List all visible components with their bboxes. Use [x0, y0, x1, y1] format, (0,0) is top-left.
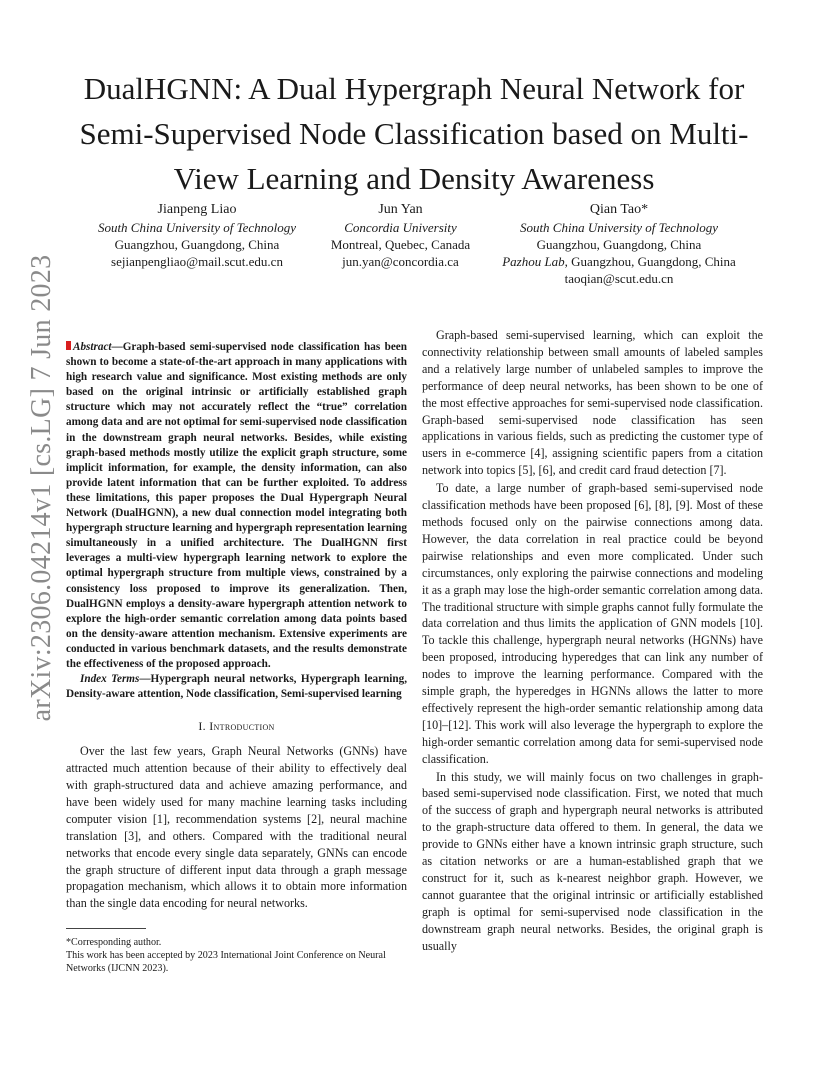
author-affiliation: Concordia University [344, 220, 457, 235]
abstract [66, 340, 407, 672]
right-column [422, 327, 763, 955]
author-location: Montreal, Quebec, Canada [330, 237, 471, 252]
body-paragraph: To date, a large number of graph-based semi-supervised node classification methods have been proposed [6], [8], [9]. Most of these methods focused only on the pairwise connections among data. However, the data correlation in real practice could be beyond pairwise relationships and even more complicated. Under such circumstances, only exploring the pairwise connections and modeling it as a graph may lose the high-order semantic correlation among data. The traditional structure with simple graphs cannot fully formulate the data correlation and thus limits the application of GNN models [10]. To tackle this challenge, hypergraph neural networks (HGNNs) have been proposed, introducing hyperedges that can link any number of nodes to improve the learning performance. Compared with the simple graph, the hyperedges in HGNNs allows the latter to more effectively represent the high-order semantic relationship among data [10]–[12]. This work will also leverage the hypergraph to explore the high-order semantic correlation among data for semi-supervised node classification. [422, 481, 763, 766]
intro-paragraph: Over the last few years, Graph Neural Networks (GNNs) have attracted much attention because of their ability to effectively deal with graph-structured data and achieve amazing performance, and have been widely used for many machine learning tasks including computer vision [1], recommendation systems [2], neural machine translation [3], and others. Compared with the traditional neural networks that encode every single data separately, GNNs can encode the graph structure of different input data through a graph message propagation mechanism, which allows it to obtain more information than the single data encoding for neural networks. [66, 744, 407, 911]
footnotes [66, 934, 407, 975]
paper-title: DualHGNN: A Dual Hypergraph Neural Network for Semi-Supervised Node Classification based on Multi-View Learning and Density Awareness [79, 71, 749, 196]
footnote-rule [66, 928, 146, 929]
author-2 [318, 200, 483, 270]
annotation-marker [66, 341, 71, 350]
arxiv-stamp: arXiv:2306.04214v1 [cs.LG] 7 Jun 2023 [26, 254, 57, 722]
body-paragraph: In this study, we will mainly focus on two challenges in graph-based semi-supervised node classification. First, we noted that much of the success of graph and hypergraph neural networks is attributed to the graph-structure data offered to them. In general, the data we provide to GNNs either have a known intrinsic graph structure, such as citation networks or are a human-established graph that we construct for it, such as k-nearest neighbor graph. However, we cannot guarantee that the original intrinsic or artificially established graph is optimal for semi-supervised node classification in the downstream graph neural networks. Besides, the original graph is usually [422, 769, 763, 953]
author-email: jun.yan@concordia.ca [342, 254, 459, 269]
author-affiliation: South China University of Technology [97, 220, 297, 235]
section-number: I. [198, 719, 210, 734]
author-affiliation: South China University of Technology [519, 220, 719, 235]
author-location-2: , Guangzhou, Guangdong, China [564, 254, 736, 269]
author-3 [494, 200, 744, 287]
author-name: Qian Tao* [589, 202, 649, 217]
author-name: Jun Yan [378, 202, 423, 217]
footnote-2: This work has been accepted by 2023 International Joint Conference on Neural Networks (IJCNN 2023). [66, 950, 386, 974]
body-paragraph: Graph-based semi-supervised learning, which can exploit the connectivity relationship between small amounts of labeled samples and a relatively large number of unlabeled samples to improve the performance of deep neural networks, has been shown to be one of the most effective approaches for semi-supervised node classification. Graph-based semi-supervised node classification has seen applications in various fields, such as predicting the customer type of users in e-commerce [4], assigning scientific papers from a citation network into topics [5], [6], and credit card fraud detection [7]. [422, 328, 763, 478]
author-location: Guangzhou, Guangdong, China [536, 237, 702, 252]
author-affiliation-2: Pazhou Lab [502, 254, 565, 269]
author-1 [92, 200, 302, 270]
index-terms-lead: Index Terms [80, 673, 140, 686]
index-terms [66, 672, 407, 702]
section-heading [66, 718, 407, 735]
author-email: taoqian@scut.edu.cn [564, 271, 674, 286]
abstract-body: —Graph-based semi-supervised node classification has been shown to become a state-of-the-art approach in many applications with high research value and significance. Most existing methods are only based on the original intrinsic or artificially established graph structure which may not accurately reflect the “true” correlation among data and are not optimal for semi-supervised node classification in the downstream graph neural networks. Besides, while existing graph-based methods mostly utilize the explicit graph structure, some implicit information, for example, the density information, can also provide latent information that can be further exploited. To address these limitations, this paper proposes the Dual Hypergraph Neural Network (DualHGNN), a new dual connection model integrating both hypergraph structure learning and hypergraph representation learning simultaneously in a unified architecture. The DualHGNN first leverages a multi-view hypergraph learning network to explore the optimal hypergraph structure from multiple views, constrained by a consistency loss proposed to improve its generalization. Then, DualHGNN employs a density-aware hypergraph attention network to explore the high-order semantic correlation among data points based on the density-aware attention mechanism. Extensive experiments are conducted in various benchmark datasets, and the results demonstrate the effectiveness of the proposed approach. [66, 341, 407, 670]
left-column [66, 340, 407, 912]
author-location: Guangzhou, Guangdong, China [114, 237, 280, 252]
abstract-lead: Abstract [73, 341, 112, 353]
section-title: Introduction [209, 719, 275, 734]
index-terms-body: —Hypergraph neural networks, Hypergraph learning, Density-aware attention, Node classification, Semi-supervised learning [66, 673, 407, 701]
author-name: Jianpeng Liao [157, 202, 237, 217]
author-email: sejianpengliao@mail.scut.edu.cn [111, 254, 283, 269]
footnote-1: *Corresponding author. [66, 937, 162, 948]
